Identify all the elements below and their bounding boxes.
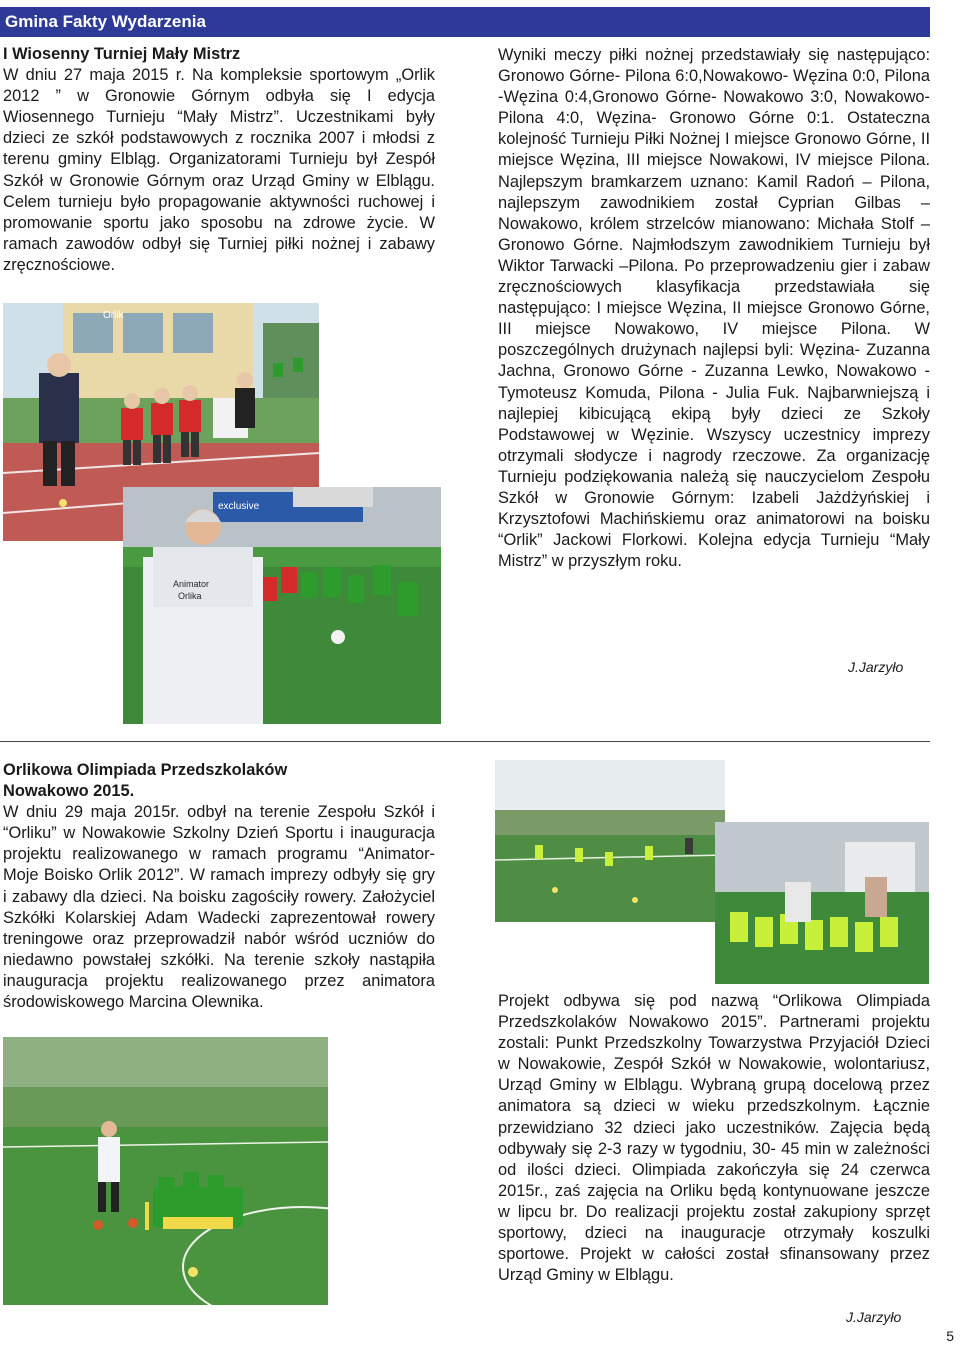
article1-left-paragraph: W dniu 27 maja 2015 r. Na kompleksie sportowym „Orlik 2012 ” w Gronowie Górnym odbyła się I edycja Wiosennego Turnieju “Mały Mistrz”. Uczestnikami były dzieci ze szkół podstawowych z rocznika 2007 i młodsi z terenu gminy Elbląg. Organizatorami Turnieju był Zespół Szkół w Gronowie Górnym oraz Urząd Gminy w Elblągu. Celem turnieju było propagowanie aktywności ruchowej i promowanie sportu jako sposobu na zdrowe życie. W ramach zawodów odbył się Turniej piłki nożnej i zabawy zręcznościowe. bbox=[3, 66, 435, 274]
photo-animator-children bbox=[3, 1037, 328, 1305]
photo-banner-text: exclusive bbox=[218, 501, 260, 512]
photo-sign-orlik: Orlik bbox=[103, 310, 124, 321]
jacket-text-1: Animator bbox=[173, 579, 210, 589]
photo-group-green-bibs bbox=[715, 822, 929, 984]
article1-right-column bbox=[498, 45, 930, 572]
photo-football-boys bbox=[123, 487, 441, 724]
section-title: Gmina Fakty Wydarzenia bbox=[5, 12, 206, 31]
article2-left-column bbox=[3, 760, 435, 1013]
article2-left-paragraph: W dniu 29 maja 2015r. odbył na terenie Zespołu Szkół i “Orliku” w Nowakowie Szkolny Dzień Sportu i inauguracja projektu realizowanego w ramach programu “Animator- Moje Boisko Orlik 2012”. W ramach imprezy odbyły się gry i zabawy dla dzieci. Na boisku zagościły rowery. Założyciel Szkółki Kolarskiej Adam Wadecki zaprezentował rowery treningowe oraz przeprowadził nabór wśród uczniów do niedawno powstałej szkółki. Na terenie szkoły nastąpiła inauguracja projektu realizowanego przez animatora środowiskowego Marcina Olewnika. bbox=[3, 803, 435, 1012]
article2-signature: J.Jarzyło bbox=[846, 1309, 902, 1325]
page-number: 5 bbox=[946, 1328, 954, 1344]
article2-right-paragraph: Projekt odbywa się pod nazwą “Orlikowa Olimpiada Przedszkolaków Nowakowo 2015”. Partnerami projektu zostali: Punkt Przedszkolny Towarzystwa Przyjaciół Dzieci w Nowakowie, Zespół Szkół w Nowakowie, wolontariusz, Urząd Gminy w Elblągu. Wybraną grupą docelową przez animatora są dzieci w wieku przedszkolnym. Łącznie przewidziano 32 dzieci jako uczestników. Zajęcia będą odbywały się 2-3 razy w tygodniu, 30- 45 min w zależności od ilości dzieci. Olimpiada zakończyła się 24 czerwca 2015r., zaś zajęcia na Orliku będą kontynuowane jeszcze w lipcu br. Do realizacji projektu został zakupiony sprzęt sportowy, dzieci na inauguracje otrzymały koszulki sportowe. Projekt w całości został sfinansowany przez Urząd Gminy w Elblągu. bbox=[498, 992, 930, 1285]
article1-right-paragraph: Wyniki meczy piłki nożnej przedstawiały się następująco: Gronowo Górne- Pilona 6:0,Nowakowo- Węzina 0:0, Pilona -Węzina 0:4,Gronowo Górne- Nowakowo 3:0, Nowakowo-Pilona 4:0, Węzina- Gronowo Górne 0:1. Ostateczna kolejność Turnieju Piłki Nożnej I miejsce Gronowo Górne, II miejsce Węzina, III miejsce Nowakowi, IV miejsce Pilona. Najlepszym bramkarzem uznano: Kamil Radoń – Pilona, najlepszym zawodnikiem został Cyprian Gilbas –Nowakowo, królem strzelców mianowano: Michała Stolf – Gronowo Górne. Najmłodszym zawodnikiem Turnieju był Wiktor Tarwacki –Pilona. Po przeprowadzeniu gier i zabaw zręcznościowych klasyfikacja przedstawiała się następująco: I miejsce Węzina, II miejsce Gronowo Górne, III miejsce Nowakowo, IV miejsce Pilona. W poszczególnych drużynach najlepsi byli: Węzina- Zuzanna Jachna, Gronowo Górne - Zuzanna Lewko, Nowakowo -Tymoteusz Komuda, Pilona - Julia Fuk. Najbarwniejszą i najlepiej kibicującą ekipą były dzieci ze Szkoły Podstawowej w Węzinie. Wszyscy uczestnicy imprezy otrzymali słodycze i nagrody rzeczowe. Za organizację Turnieju podziękowania należą się nauczycielom Zespołu Szkół w Gronowie Górnym: Izabeli Jażdżyńskiej i Krzysztofowi Machińskiemu oraz animatorowi na boisku “Orlik” Jackowi Florkowi. Kolejna edycja Turnieju “Mały Mistrz” w przyszłym roku. bbox=[498, 46, 930, 571]
article1-left-column bbox=[3, 44, 435, 276]
section-header bbox=[0, 7, 930, 37]
article1-title: I Wiosenny Turniej Mały Mistrz bbox=[3, 45, 241, 63]
article2-title-line2: Nowakowo 2015. bbox=[3, 782, 135, 801]
article1-signature: J.Jarzyło bbox=[848, 659, 904, 675]
section-divider bbox=[0, 741, 930, 742]
jacket-text-2: Orlika bbox=[178, 591, 202, 601]
article2-title-line1: Orlikowa Olimpiada Przedszkolaków bbox=[3, 761, 288, 779]
article2-right-column bbox=[498, 991, 930, 1286]
photo-kids-field bbox=[495, 760, 725, 922]
